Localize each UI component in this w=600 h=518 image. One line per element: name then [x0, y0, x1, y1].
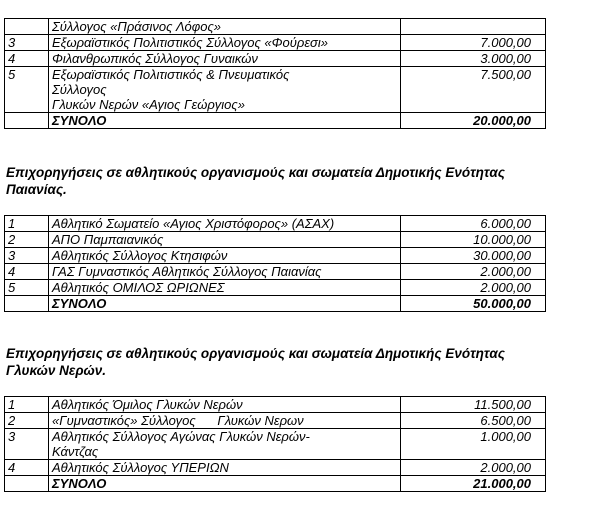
table-row	[5, 248, 546, 264]
total-amount: 50.000,00	[400, 296, 545, 312]
table-row	[5, 413, 546, 429]
organization-name: «Γυμναστικός» Σύλλογος Γλυκών Νερων	[48, 413, 400, 429]
row-number: 5	[5, 280, 49, 296]
row-number: 5	[5, 67, 49, 113]
table-row	[5, 264, 546, 280]
row-number	[5, 296, 49, 312]
total-label: ΣΥΝΟΛΟ	[48, 296, 400, 312]
grant-amount: 6.000,00	[400, 216, 545, 232]
section-heading-paiania: Επιχορηγήσεις σε αθλητικούς οργανισμούς και σωματεία Δημοτικής Ενότητας Παιανίας.	[6, 165, 505, 197]
row-number: 2	[5, 413, 49, 429]
organization-name: Αθλητικός Σύλλογος ΥΠΕΡΙΩΝ	[48, 460, 400, 476]
grant-amount	[400, 19, 545, 35]
glyka-nera-sports-grants-table	[4, 396, 546, 492]
organization-name: ΑΠΟ Παμπαιανικός	[48, 232, 400, 248]
table-row	[5, 280, 546, 296]
organization-name: Εξωραϊστικός Πολιτιστικός & Πνευματικός Σύλλογος Γλυκών Νερών «Αγιος Γεώργιος»	[48, 67, 400, 113]
table-row	[5, 232, 546, 248]
organization-name: Αθλητικό Σωματείο «Αγιος Χριστόφορος» (ΑΣΑΧ)	[48, 216, 400, 232]
paiania-sports-grants-table	[4, 215, 546, 312]
table-row	[5, 216, 546, 232]
row-number: 1	[5, 397, 49, 413]
grant-amount: 3.000,00	[400, 51, 545, 67]
organization-name: Αθλητικός ΟΜΙΛΟΣ ΩΡΙΩΝΕΣ	[48, 280, 400, 296]
row-number: 3	[5, 429, 49, 460]
table-row	[5, 19, 546, 35]
cultural-grants-table	[4, 18, 546, 129]
table-row	[5, 460, 546, 476]
row-number: 2	[5, 232, 49, 248]
grant-amount: 6.500,00	[400, 413, 545, 429]
grant-amount: 1.000,00	[400, 429, 545, 460]
organization-name: ΓΑΣ Γυμναστικός Αθλητικός Σύλλογος Παιανίας	[48, 264, 400, 280]
organization-name: Εξωραϊστικός Πολιτιστικός Σύλλογος «Φούρεσι»	[48, 35, 400, 51]
total-row	[5, 296, 546, 312]
grant-amount: 10.000,00	[400, 232, 545, 248]
grant-amount: 2.000,00	[400, 460, 545, 476]
grant-amount: 7.500,00	[400, 67, 545, 113]
total-amount: 21.000,00	[400, 476, 545, 492]
row-number: 3	[5, 248, 49, 264]
organization-name: Φιλανθρωπικός Σύλλογος Γυναικών	[48, 51, 400, 67]
table-row	[5, 429, 546, 460]
grant-amount: 2.000,00	[400, 280, 545, 296]
grant-amount: 7.000,00	[400, 35, 545, 51]
total-row	[5, 476, 546, 492]
total-amount: 20.000,00	[400, 113, 545, 129]
row-number	[5, 476, 49, 492]
row-number: 4	[5, 51, 49, 67]
grant-amount: 30.000,00	[400, 248, 545, 264]
grant-amount: 2.000,00	[400, 264, 545, 280]
grant-amount: 11.500,00	[400, 397, 545, 413]
row-number: 1	[5, 216, 49, 232]
row-number: 4	[5, 460, 49, 476]
row-number	[5, 113, 49, 129]
section-heading-glyka-nera: Επιχορηγήσεις σε αθλητικούς οργανισμούς και σωματεία Δημοτικής Ενότητας Γλυκών Νερών.	[6, 346, 505, 378]
total-label: ΣΥΝΟΛΟ	[48, 113, 400, 129]
organization-name: Αθλητικός Σύλλογος Αγώνας Γλυκών Νερών- Κάντζας	[48, 429, 400, 460]
table-row	[5, 67, 546, 113]
total-row	[5, 113, 546, 129]
row-number: 3	[5, 35, 49, 51]
total-label: ΣΥΝΟΛΟ	[48, 476, 400, 492]
organization-name: Σύλλογος «Πράσινος Λόφος»	[48, 19, 400, 35]
table-row	[5, 35, 546, 51]
table-row	[5, 51, 546, 67]
row-number	[5, 19, 49, 35]
organization-name: Αθλητικός Όμιλος Γλυκών Νερών	[48, 397, 400, 413]
table-row	[5, 397, 546, 413]
row-number: 4	[5, 264, 49, 280]
organization-name: Αθλητικός Σύλλογος Κτησιφών	[48, 248, 400, 264]
